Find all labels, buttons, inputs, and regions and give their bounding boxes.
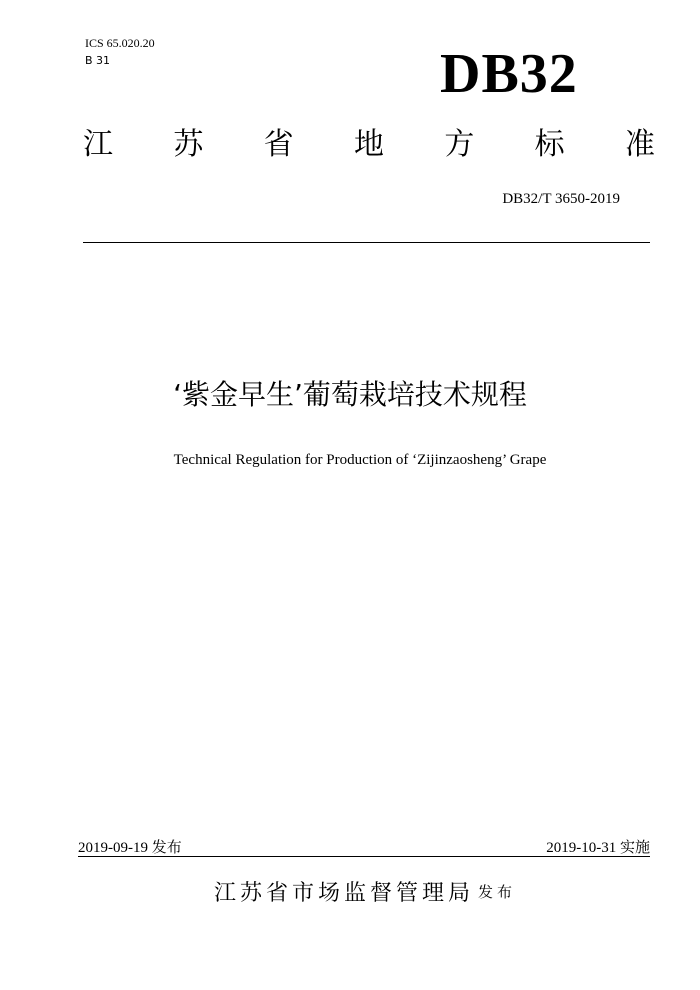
standard-type-title-char: 准 [624,127,655,162]
standard-type-title [83,127,655,162]
ics-code: ICS 65.020.20 [85,36,155,50]
standard-logo: DB32 [440,43,578,105]
issuer-line [0,876,700,907]
issuer-suffix: 发布 [478,883,517,901]
implementation-date: 2019-10-31 实施 [546,840,650,856]
standard-type-title-char: 江 [83,127,113,162]
standard-type-title-char: 苏 [173,127,204,162]
issue-date: 2019-09-19 发布 [78,840,182,856]
standard-type-title-char: 地 [353,127,384,162]
footer-divider [78,856,650,857]
issuer-name: 江苏省市场监督管理局 [213,881,474,906]
classification-code: B 31 [85,54,111,67]
standard-type-title-char: 标 [534,127,565,162]
standard-type-title-char: 省 [263,127,294,162]
standard-number: DB32/T 3650-2019 [502,191,620,207]
document-title-en: Technical Regulation for Production of ‘Zijinzaosheng’ Grape [173,452,547,468]
standard-type-title-char: 方 [444,127,475,162]
document-title-cn: ‘紫金早生’葡萄栽培技术规程 [173,378,527,411]
header-divider [83,242,650,243]
